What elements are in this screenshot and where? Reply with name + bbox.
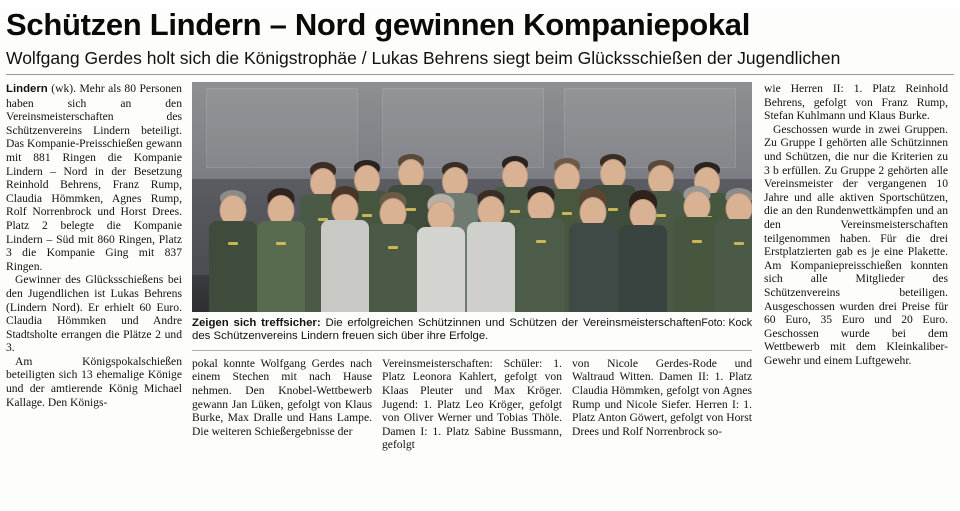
sub-column-2 [382,357,562,452]
group-photo [192,82,752,312]
paragraph: Vereinsmeisterschaften: Schüler: 1. Platz Leonora Kahlert, gefolgt von Klaas Pleuter und Max Kröger. Jugend: 1. Platz Leo Kröger, gefolgt von Oliver Werner und Tobias Thöle. Damen I: 1. Platz Sabine Bussmann, gefolgt [382,356,562,452]
paragraph: wie Herren II: 1. Platz Reinhold Behrens, gefolgt von Franz Rump, Stefan Kuhlmann und Klaus Burke. [764,82,948,123]
person-figure [258,188,304,312]
column-left [6,82,192,486]
person-figure [468,190,514,312]
dateline-place: Lindern [6,83,48,95]
caption-text: Die erfolgreichen Schützinnen und Schützen der Vereinsmeisterschaften des Schützenvereins Lindern freuen sich über ihre Erfolge. [192,317,702,343]
sub-columns [192,357,752,452]
person-figure [370,192,416,312]
newspaper-page [0,8,960,511]
sub-column-3 [572,357,752,452]
paragraph-lead [6,82,182,273]
paragraph: von Nicole Gerdes-Rode und Waltraud Witten. Damen II: 1. Platz Claudia Hömmken, gefolgt von Agnes Rump und Nicole Siefer. Herren I: 1. Platz Anton Göwert, gefolgt von Horst Drees und Rolf Norrenbrock so- [572,356,752,438]
paragraph: Gewinner des Glücksschießens bei den Jugendlichen ist Lukas Behrens (Lindern Nord). Er erhielt 60 Euro. Claudia Hömmken und Andre Stadtsholte errangen die Plätze 2 und 3. [6,273,182,355]
caption-divider [192,350,752,351]
photo-caption [192,317,752,344]
photo-credit: Foto: Kock [701,317,752,329]
column-middle [192,82,762,486]
header-divider [6,74,954,75]
photo-block [192,82,752,351]
wall-panel [206,88,358,168]
person-figure [210,190,256,312]
person-figure [322,186,368,312]
person-figure [716,188,752,312]
paragraph: Am Königspokalschießen beteiligten sich 13 ehemalige Könige und der amtierende König Michael Kallage. Den Königs- [6,354,182,409]
person-figure [620,190,666,312]
subheadline: Wolfgang Gerdes holt sich die Königstrophäe / Lukas Behrens siegt beim Glücksschießen der Jugendlichen [6,48,841,68]
person-figure [518,186,564,312]
dateline-tag: (wk). [51,82,77,95]
caption-lead: Zeigen sich treffsicher: [192,317,321,329]
person-figure [674,186,720,312]
page-title: Schützen Lindern – Nord gewinnen Kompaniepokal [6,7,751,42]
person-figure [418,194,464,312]
sub-column-1 [192,357,372,452]
paragraph-text: Mehr als 80 Personen haben sich an den Vereinsmeisterschaften des Schützenvereins Lindern beteiligt. Das Kompanie-Preisschießen gewann mit 881 Ringen die Kompanie Lindern – Nord in der Besetzung Reinhold Behrens, Franz Rump, Claudia Hömmken, Agnes Rump, Rolf Norrenbrock und Horst Drees. Platz 2 belegte die Kompanie Lindern – Süd mit 860 Ringen, Platz 3 die Kompanie Ging mit 837 Ringen. [6,82,182,273]
article-columns [0,82,960,486]
person-figure [570,188,616,312]
paragraph: pokal konnte Wolfgang Gerdes nach einem Stechen mit nach Hause nehmen. Den Knobel-Wettbewerb gewann Jan Lüken, gefolgt von Klaus Burke, Max Dralle und Hans Lampe. Die weiteren Schießergebnisse der [192,356,372,438]
column-right [762,82,948,486]
paragraph: Geschossen wurde in zwei Gruppen. Zu Gruppe I gehörten alle Schützinnen und Schützen, die nur die Kriterien zu 3 b erfüllen. Zu Gruppe 2 gehörten alle Vereinsmeister der vergangenen 10 Jahre und alle aktiven Sportschützen, die an den Rundenwettkämpfen und an den Vereinsmeisterschaften teilgenommen haben. Für die drei Erstplatzierten gab es je eine Plakette. Am Kompaniepreisschießen konnten sich alle Mitglieder des Schützenvereins beteiligen. Ausgeschossen wurden drei Preise für 60 Euro, 35 Euro und 20 Euro. Geschossen wurde bei dem Wettbewerb mit dem Kleinkaliber-Gewehr und einem Luftgewehr. [764,122,948,367]
